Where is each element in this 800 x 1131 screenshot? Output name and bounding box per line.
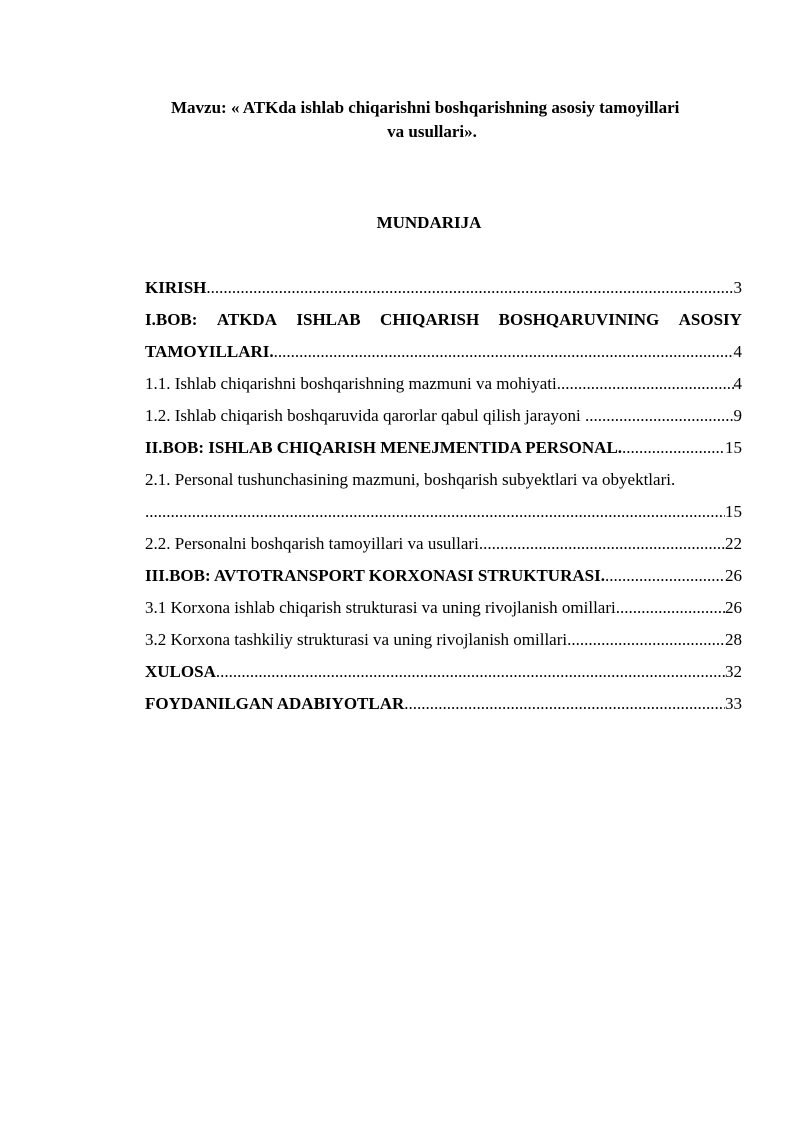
toc-entry-label: 3.2 Korxona tashkiliy strukturasi va uning rivojlanish omillari: [145, 630, 568, 649]
toc-entry-page: 22: [725, 534, 742, 553]
toc-leader-dots: [274, 336, 734, 368]
toc-entry-label: XULOSA: [145, 662, 216, 681]
toc-entry-page: 32: [725, 662, 742, 681]
toc-entry-page: 33: [725, 694, 742, 713]
toc-entry-3-1[interactable]: [145, 592, 742, 624]
toc-entry-3-2[interactable]: [145, 624, 742, 656]
toc-entry-page: 3: [733, 278, 742, 297]
toc-entry-adabiyotlar[interactable]: [145, 688, 742, 720]
toc-leader-dots: [216, 656, 725, 688]
toc-entry-page: 4: [733, 374, 742, 393]
toc-entry-bob2[interactable]: [145, 432, 742, 464]
toc-word: CHIQARISH: [380, 310, 480, 329]
toc-entry-label: 1.2. Ishlab chiqarish boshqaruvida qarorlar qabul qilish jarayoni: [145, 406, 585, 425]
toc-entry-page: 28: [725, 630, 742, 649]
toc-word: ISHLAB: [296, 310, 361, 329]
toc-heading: MUNDARIJA: [376, 213, 482, 232]
toc-entry-label: 2.2. Personalni boshqarish tamoyillari va usullari: [145, 534, 479, 553]
toc-entry-bob1-line1[interactable]: [145, 304, 742, 336]
toc-entry-bob3[interactable]: [145, 560, 742, 592]
toc-entry-2-1-line2[interactable]: [145, 496, 742, 528]
toc-entry-kirish[interactable]: [145, 272, 742, 304]
toc-leader-dots: [616, 592, 725, 624]
toc-entry-page: 9: [733, 406, 742, 425]
document-title: [140, 96, 780, 144]
toc-entry-2-2[interactable]: [145, 528, 742, 560]
toc-entry-label: TAMOYILLARI.: [145, 342, 274, 361]
toc-word: ASOSIY: [678, 310, 742, 329]
title-line-2: va usullari».: [387, 122, 477, 141]
toc-leader-dots: [479, 528, 725, 560]
toc-leader-dots: [557, 368, 734, 400]
table-of-contents: [145, 272, 742, 720]
toc-entry-label: 3.1 Korxona ishlab chiqarish strukturasi va uning rivojlanish omillari: [145, 598, 616, 617]
title-line-1: Mavzu: « ATKda ishlab chiqarishni boshqarishning asosiy tamoyillari: [171, 98, 680, 117]
toc-entry-label: KIRISH: [145, 278, 207, 297]
toc-entry-page: 15: [725, 502, 742, 521]
toc-entry-label: 1.1. Ishlab chiqarishni boshqarishning mazmuni va mohiyati: [145, 374, 557, 393]
toc-entry-bob1-line2[interactable]: [145, 336, 742, 368]
toc-entry-1-1[interactable]: [145, 368, 742, 400]
toc-entry-label: II.BOB: ISHLAB CHIQARISH MENEJMENTIDA PERSONAL.: [145, 438, 623, 457]
toc-word: BOSHQARUVINING: [498, 310, 660, 329]
toc-word: ATKDA: [216, 310, 277, 329]
toc-leader-dots: [622, 432, 725, 464]
toc-entry-page: 26: [725, 566, 742, 585]
toc-entry-page: 15: [725, 438, 742, 457]
toc-leader-dots: [585, 400, 734, 432]
toc-entry-page: 26: [725, 598, 742, 617]
toc-entry-1-2[interactable]: [145, 400, 742, 432]
toc-entry-2-1-line1[interactable]: 2.1. Personal tushunchasining mazmuni, boshqarish subyektlari va obyektlari.: [145, 470, 676, 489]
toc-leader-dots: [605, 560, 725, 592]
toc-entry-label: III.BOB: AVTOTRANSPORT KORXONASI STRUKTURASI.: [145, 566, 605, 585]
toc-word: I.BOB:: [145, 310, 198, 329]
toc-entry-label: FOYDANILGAN ADABIYOTLAR: [145, 694, 405, 713]
toc-leader-dots: [567, 624, 725, 656]
toc-entry-page: 4: [733, 342, 742, 361]
toc-leader-dots: [145, 496, 725, 528]
toc-entry-xulosa[interactable]: [145, 656, 742, 688]
toc-leader-dots: [404, 688, 725, 720]
toc-leader-dots: [206, 272, 733, 304]
